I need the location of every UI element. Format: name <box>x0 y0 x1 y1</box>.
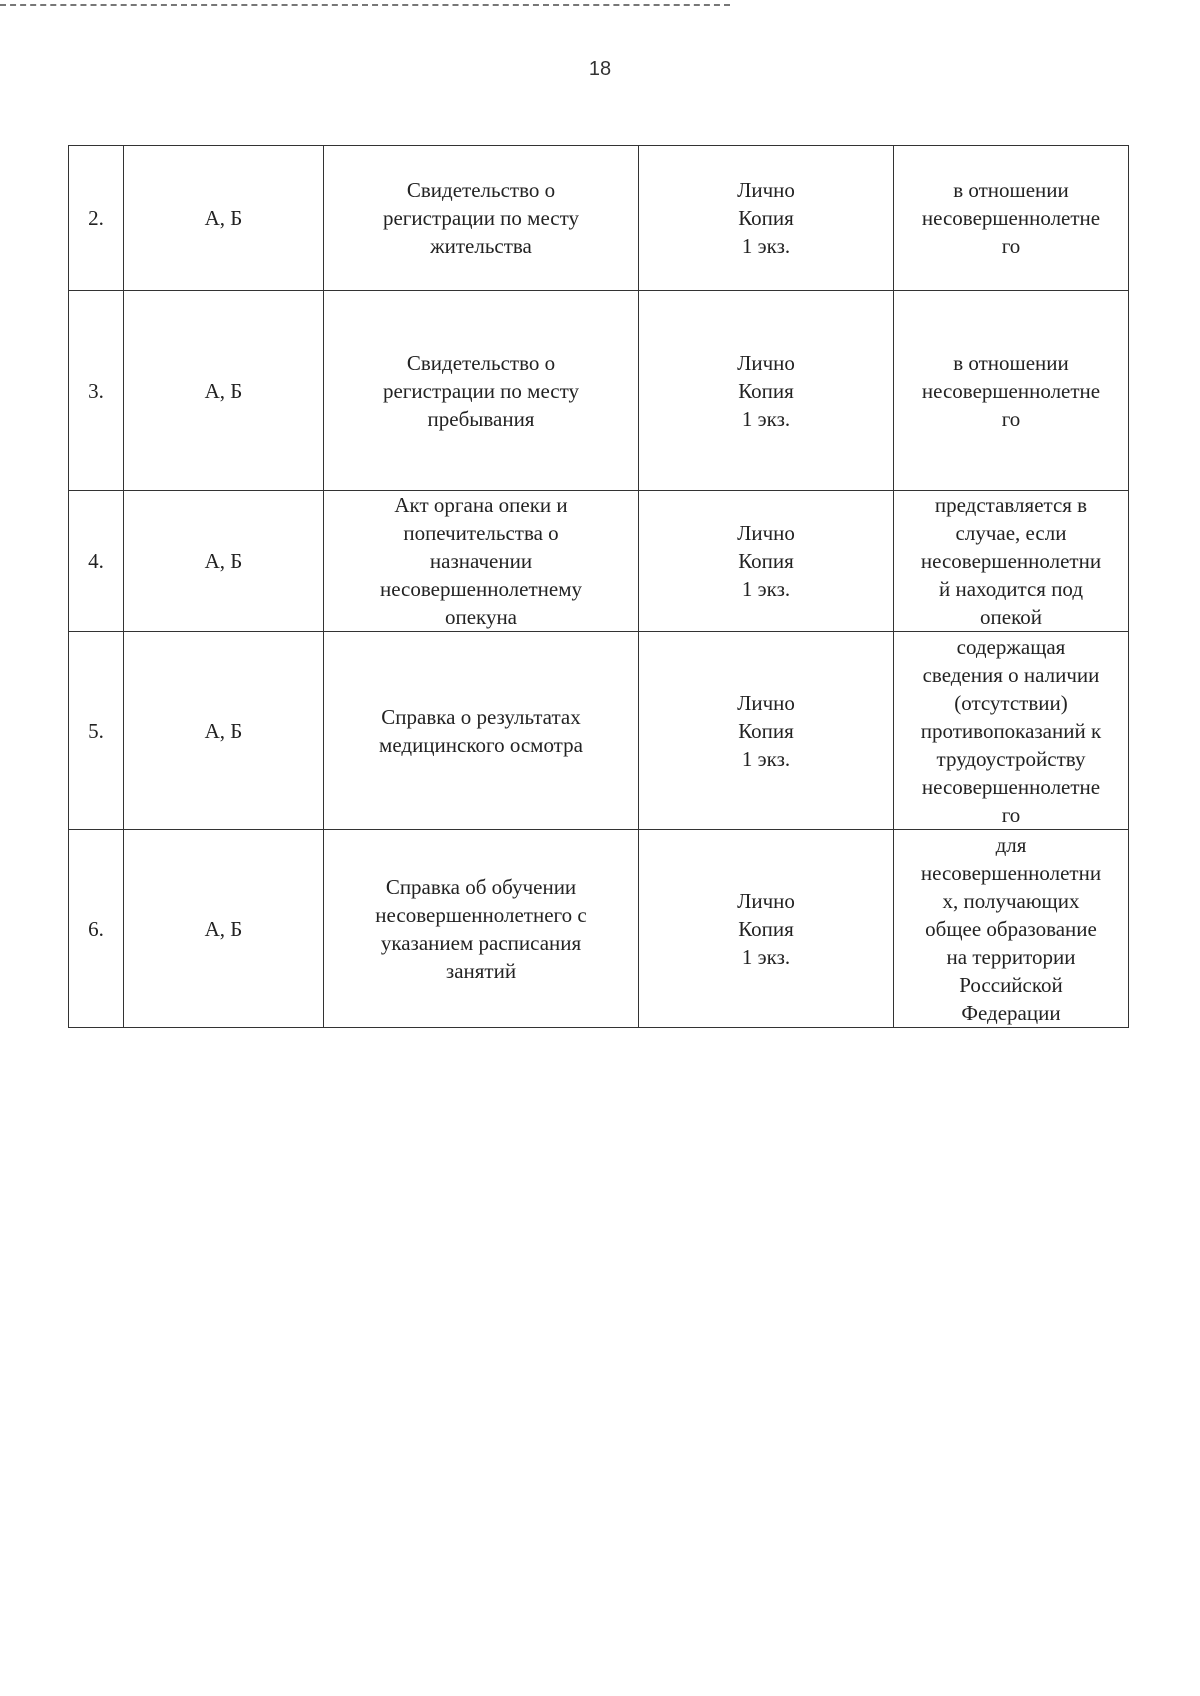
note-cell <box>894 491 1129 632</box>
note-line: на территории <box>946 944 1076 969</box>
document-line: пребывания <box>427 406 535 431</box>
documents-table-body <box>69 146 1129 1028</box>
page-number: 18 <box>588 58 612 80</box>
submission-cell <box>639 830 894 1028</box>
document-line: Справка о результатах <box>381 704 581 729</box>
note-line: несовершеннолетне <box>921 378 1101 403</box>
submission-cell <box>639 491 894 632</box>
document-cell <box>324 291 639 491</box>
table-row <box>69 632 1129 830</box>
note-line: й находится под <box>938 577 1084 601</box>
note-line: (отсутствии) <box>954 690 1068 715</box>
note-line: в отношении <box>953 178 1069 202</box>
note-cell <box>894 146 1129 291</box>
note-line: несовершеннолетни <box>920 549 1102 573</box>
note-line: го <box>1001 234 1021 258</box>
note-line: представляется в <box>934 493 1088 517</box>
note-line: трудоустройству <box>936 746 1086 771</box>
submission-line: 1 экз. <box>741 234 791 258</box>
row-number-cell: 3. <box>69 291 124 491</box>
submission-cell <box>639 146 894 291</box>
document-line: Свидетельство о <box>406 178 556 202</box>
submission-line: 1 экз. <box>741 577 791 601</box>
table-row <box>69 146 1129 291</box>
document-cell <box>324 830 639 1028</box>
document-line: занятий <box>445 958 517 983</box>
document-line: назначении <box>429 549 533 573</box>
submission-line: Лично <box>737 178 795 202</box>
submission-cell <box>639 632 894 830</box>
table-row <box>69 491 1129 632</box>
submission-line: Копия <box>738 549 794 573</box>
document-line: медицинского осмотра <box>379 732 583 757</box>
note-line: опекой <box>980 605 1042 629</box>
submission-line: 1 экз. <box>741 944 791 969</box>
document-line: Свидетельство о <box>406 350 556 375</box>
note-line: сведения о наличии <box>922 662 1100 687</box>
submission-line: 1 экз. <box>741 746 791 771</box>
note-line: го <box>1001 406 1021 431</box>
category-cell: А, Б <box>124 830 324 1028</box>
document-cell <box>324 146 639 291</box>
note-line: противопоказаний к <box>920 718 1102 743</box>
document-line: жительства <box>430 234 532 258</box>
note-line: для <box>995 832 1027 857</box>
documents-table <box>68 145 1129 1028</box>
document-line: регистрации по месту <box>382 206 580 230</box>
submission-line: Лично <box>737 350 795 375</box>
note-line: несовершеннолетне <box>921 206 1101 230</box>
note-line: несовершеннолетни <box>920 860 1102 885</box>
document-line: Акт органа опеки и <box>394 493 568 517</box>
document-line: опекуна <box>444 605 518 629</box>
document-line: попечительства о <box>403 521 559 545</box>
row-number-cell: 6. <box>69 830 124 1028</box>
note-line: случае, если <box>955 521 1067 545</box>
note-line: в отношении <box>953 350 1069 375</box>
note-line: Федерации <box>961 1000 1061 1025</box>
document-line: указанием расписания <box>380 930 582 955</box>
row-number-cell: 4. <box>69 491 124 632</box>
submission-line: Копия <box>738 718 794 743</box>
row-number-cell: 5. <box>69 632 124 830</box>
submission-line: Копия <box>738 916 794 941</box>
row-number-cell: 2. <box>69 146 124 291</box>
note-line: х, получающих <box>942 888 1080 913</box>
submission-cell <box>639 291 894 491</box>
submission-line: Копия <box>738 378 794 403</box>
submission-line: Лично <box>737 690 795 715</box>
submission-line: Лично <box>737 521 795 545</box>
note-cell <box>894 291 1129 491</box>
submission-line: Копия <box>738 206 794 230</box>
category-cell: А, Б <box>124 291 324 491</box>
document-cell <box>324 491 639 632</box>
category-cell: А, Б <box>124 632 324 830</box>
document-line: несовершеннолетнего с <box>375 902 587 927</box>
table-row <box>69 830 1129 1028</box>
note-line: го <box>1001 802 1021 827</box>
table-row <box>69 291 1129 491</box>
note-cell <box>894 830 1129 1028</box>
note-line: Российской <box>959 972 1063 997</box>
submission-line: 1 экз. <box>741 406 791 431</box>
document-line: регистрации по месту <box>382 378 580 403</box>
category-cell: А, Б <box>124 491 324 632</box>
note-line: содержащая <box>956 634 1066 659</box>
document-cell <box>324 632 639 830</box>
note-line: общее образование <box>925 916 1097 941</box>
category-cell: А, Б <box>124 146 324 291</box>
note-cell <box>894 632 1129 830</box>
note-line: несовершеннолетне <box>921 774 1101 799</box>
top-scan-rule <box>0 4 730 6</box>
document-line: Справка об обучении <box>385 874 577 899</box>
document-line: несовершеннолетнему <box>379 577 583 601</box>
submission-line: Лично <box>737 888 795 913</box>
